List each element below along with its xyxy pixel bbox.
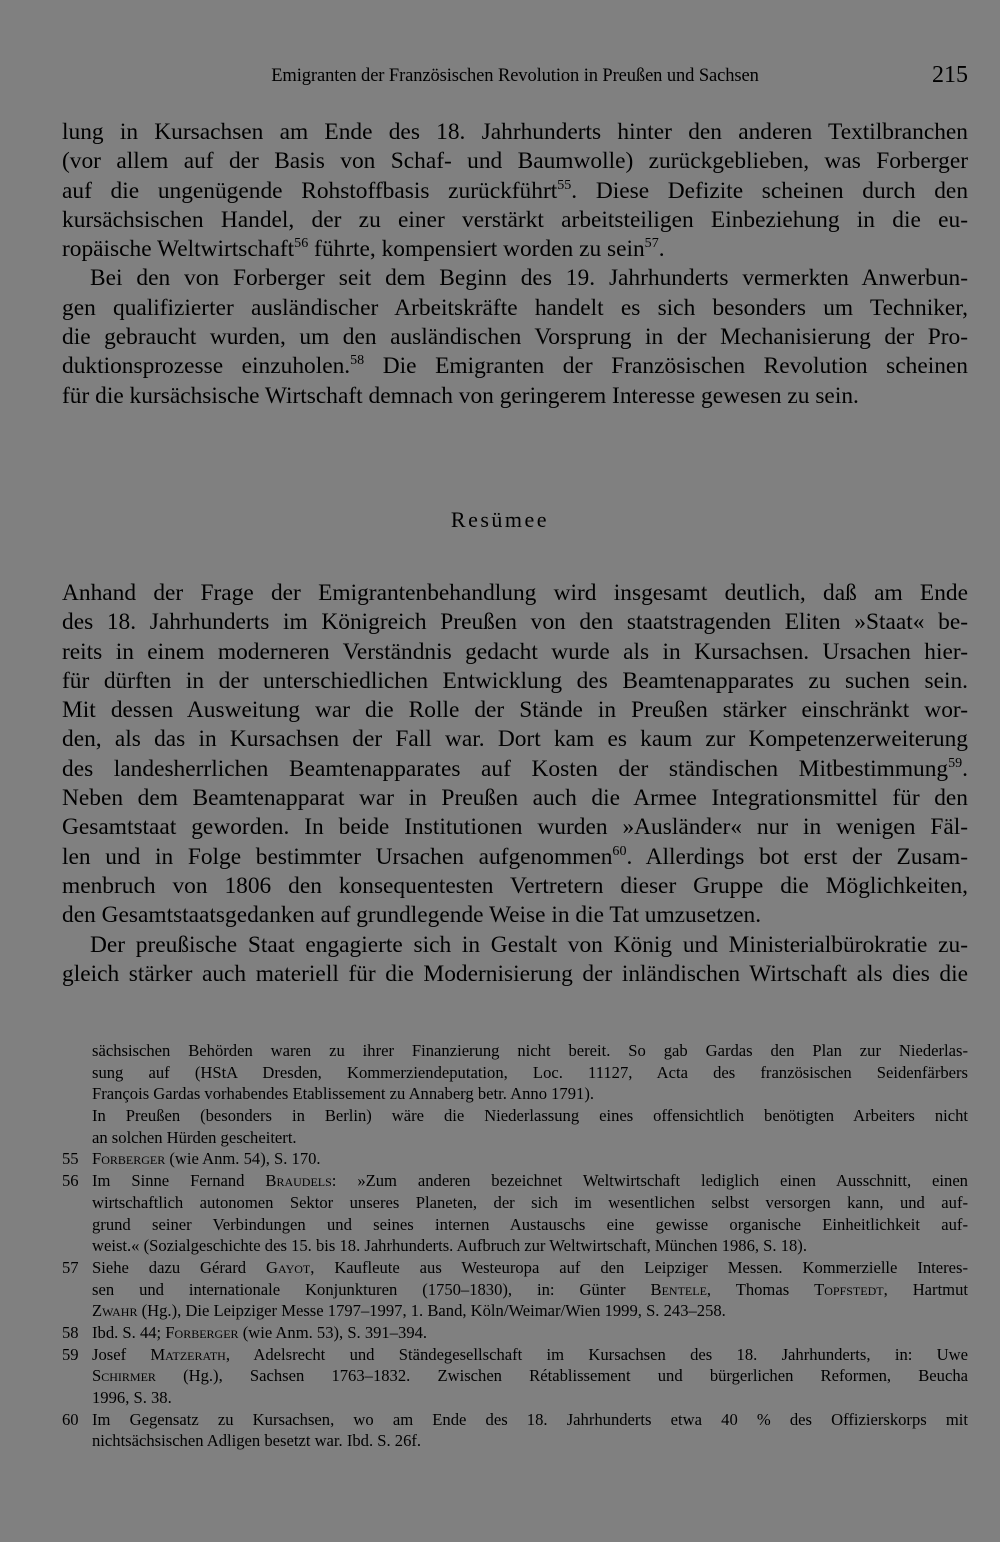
footnote-ref[interactable]: 59 <box>948 754 963 771</box>
footnote-line: sen und internationale Konjunkturen (1750–1830), in: Günter Bentele, Thomas Topfstedt, Hartmut <box>92 1279 968 1299</box>
text-line: den, als das in Kursachsen der Fall war. Dort kam es kaum zur Kompetenzerweiterung <box>62 726 968 753</box>
footnote-line: Forberger (wie Anm. 54), S. 170. <box>92 1149 321 1169</box>
footnote-line: Im Gegensatz zu Kursachsen, wo am Ende des 18. Jahrhunderts etwa 40 % des Offizierskorps mit <box>92 1409 968 1429</box>
text-line: lung in Kursachsen am Ende des 18. Jahrhunderts hinter den anderen Textilbranchen <box>62 119 968 145</box>
text-line: ropäische Weltwirtschaft$^{56}$ führte, kompensiert worden zu sein$^{57}$. <box>62 235 665 263</box>
footnote-continuation <box>62 1040 968 1148</box>
body-paragraphs-top <box>62 118 968 411</box>
footnote-59 <box>62 1344 968 1409</box>
footnote-line: 1996, S. 38. <box>92 1388 172 1407</box>
text-line: gen qualifizierter ausländischer Arbeitskräfte handelt es sich besonders um Techniker, <box>62 294 968 321</box>
footnote-line: Josef Matzerath, Adelsrecht und Ständegesellschaft im Kursachsen des 18. Jahrhunderts, in: Uwe <box>92 1344 968 1364</box>
footnote-line: Im Sinne Fernand Braudels: »Zum anderen bezeichnet Weltwirtschaft lediglich einen Ausschnitt, einen <box>92 1171 968 1191</box>
text-line: Anhand der Frage der Emigrantenbehandlung wird insgesamt deutlich, daß am Ende <box>62 580 968 606</box>
footnote-number: 58 <box>62 1322 79 1342</box>
text-line: Mit dessen Ausweitung war die Rolle der Stände in Preußen stärker einschränkt wor- <box>62 697 968 724</box>
footnote-60 <box>62 1409 968 1452</box>
footnote-number: 56 <box>62 1171 79 1191</box>
text-line: auf die ungenügende Rohstoffbasis zurückführt$^{55}$. Diese Defizite scheinen durch den <box>62 176 969 204</box>
footnote-number: 57 <box>62 1257 79 1277</box>
footnote-line: Zwahr (Hg.), Die Leipziger Messe 1797–1997, 1. Band, Köln/Weimar/Wien 1999, S. 243–258. <box>92 1301 726 1321</box>
footnote-line: sächsischen Behörden waren zu ihrer Finanzierung nicht bereit. So gab Gardas den Plan zur Niederlas- <box>92 1041 968 1060</box>
footnote-line: wirtschaftlich autonomen Sektor unseres Planeten, der sich im wesentlichen selbst versorgen kann, und auf- <box>92 1192 968 1212</box>
text-line: des 18. Jahrhunderts im Königreich Preußen von den staatstragenden Eliten »Staat« be- <box>62 609 968 636</box>
footnote-ref[interactable]: 55 <box>557 176 572 193</box>
footnote-line: Siehe dazu Gérard Gayot, Kaufleute aus Westeuropa auf den Leipziger Messen. Kommerzielle Interes- <box>92 1257 968 1277</box>
running-head <box>62 62 968 92</box>
text-line: für die kursächsische Wirtschaft demnach von geringerem Interesse gewesen zu sein. <box>62 382 859 409</box>
footnote-line: weist.« (Sozialgeschichte des 15. bis 18. Jahrhunderts. Aufbruch zur Weltwirtschaft, München 1986, S. 18). <box>92 1236 807 1256</box>
footnote-line: sung auf (HStA Dresden, Kommerziendeputation, Loc. 11127, Acta des französischen Seidenfärbers <box>92 1062 968 1082</box>
footnote-ref[interactable]: 57 <box>644 235 659 252</box>
footnote-line: nichtsächsischen Adligen besetzt war. Ibd. S. 26f. <box>92 1431 422 1451</box>
text-line: für dürften in der unterschiedlichen Entwicklung des Beamtenapparates zu suchen sein. <box>62 667 968 694</box>
footnote-line: grund seiner Verbindungen und seines internen Austauschs eine gewisse organische Einheitlichkeit auf- <box>92 1214 968 1234</box>
footnote-line: Ibd. S. 44; Forberger (wie Anm. 53), S. 391–394. <box>92 1322 428 1342</box>
footnote-58 <box>62 1322 968 1344</box>
footnote-line: François Gardas vorhabendes Etablissement zu Annaberg betr. Anno 1791). <box>92 1084 595 1104</box>
text-line: Bei den von Forberger seit dem Beginn des 19. Jahrhunderts vermerkten Anwerbun- <box>90 265 968 292</box>
text-line: len und in Folge bestimmter Ursachen aufgenommen$^{60}$. Allerdings bot erst der Zusam- <box>62 842 969 870</box>
footnote-57 <box>62 1257 968 1322</box>
footnote-number: 60 <box>62 1409 79 1429</box>
footnote-ref[interactable]: 56 <box>294 235 309 252</box>
footnote-line: Schirmer (Hg.), Sachsen 1763–1832. Zwischen Rétablissement und bürgerlichen Reformen, Beucha <box>92 1366 968 1386</box>
footnote-number: 55 <box>62 1149 79 1169</box>
text-line: gleich stärker auch materiell für die Modernisierung der inländischen Wirtschaft als dies die <box>62 960 968 987</box>
footnote-number: 59 <box>62 1344 79 1364</box>
text-line: duktionsprozesse einzuholen.$^{58}$ Die Emigranten der Französischen Revolution scheinen <box>62 352 968 380</box>
section-heading: Resümee <box>450 507 550 532</box>
text-line: die gebraucht wurden, um den ausländischen Vorsprung in der Mechanisierung der Pro- <box>62 324 968 351</box>
text-line: Gesamtstaat geworden. In beide Institutionen wurden »Ausländer« nur in wenigen Fäl- <box>62 814 968 841</box>
footnote-line: an solchen Hürden gescheitert. <box>92 1127 297 1147</box>
footnotes <box>62 1040 968 1452</box>
text-line: reits in einem moderneren Verständnis gedacht wurde als in Kursachsen. Ursachen hier- <box>62 638 968 665</box>
text-line: Der preußische Staat engagierte sich in Gestalt von König und Ministerialbürokratie zu- <box>90 931 968 958</box>
running-head-title: Emigranten der Französischen Revolution in Preußen und Sachsen <box>271 66 759 86</box>
text-line: menbruch von 1806 den konsequentesten Vertretern dieser Gruppe die Möglichkeiten, <box>62 872 968 899</box>
footnote-ref[interactable]: 60 <box>612 842 627 859</box>
footnote-55 <box>62 1148 968 1170</box>
text-line: des landesherrlichen Beamtenapparates auf Kosten der ständischen Mitbestimmung$^{59}$. <box>62 754 968 782</box>
text-line: Neben dem Beamtenapparat war in Preußen auch die Armee Integrationsmittel für den <box>62 785 968 812</box>
page-number: 215 <box>932 62 968 88</box>
footnote-56 <box>62 1170 968 1257</box>
text-line: den Gesamtstaatsgedanken auf grundlegende Weise in die Tat umzusetzen. <box>62 902 762 929</box>
footnote-ref[interactable]: 58 <box>350 352 365 369</box>
footnote-line: In Preußen (besonders in Berlin) wäre die Niederlassung eines offensichtlich benötigten Arbeiters nicht <box>92 1106 968 1126</box>
text-line: kursächsischen Handel, der zu einer verstärkt arbeitsteiligen Einbeziehung in die eu- <box>62 206 968 233</box>
text-line: (vor allem auf der Basis von Schaf- und Baumwolle) zurückgeblieben, was Forberger <box>62 148 968 175</box>
body-paragraphs-resumee <box>62 579 968 989</box>
